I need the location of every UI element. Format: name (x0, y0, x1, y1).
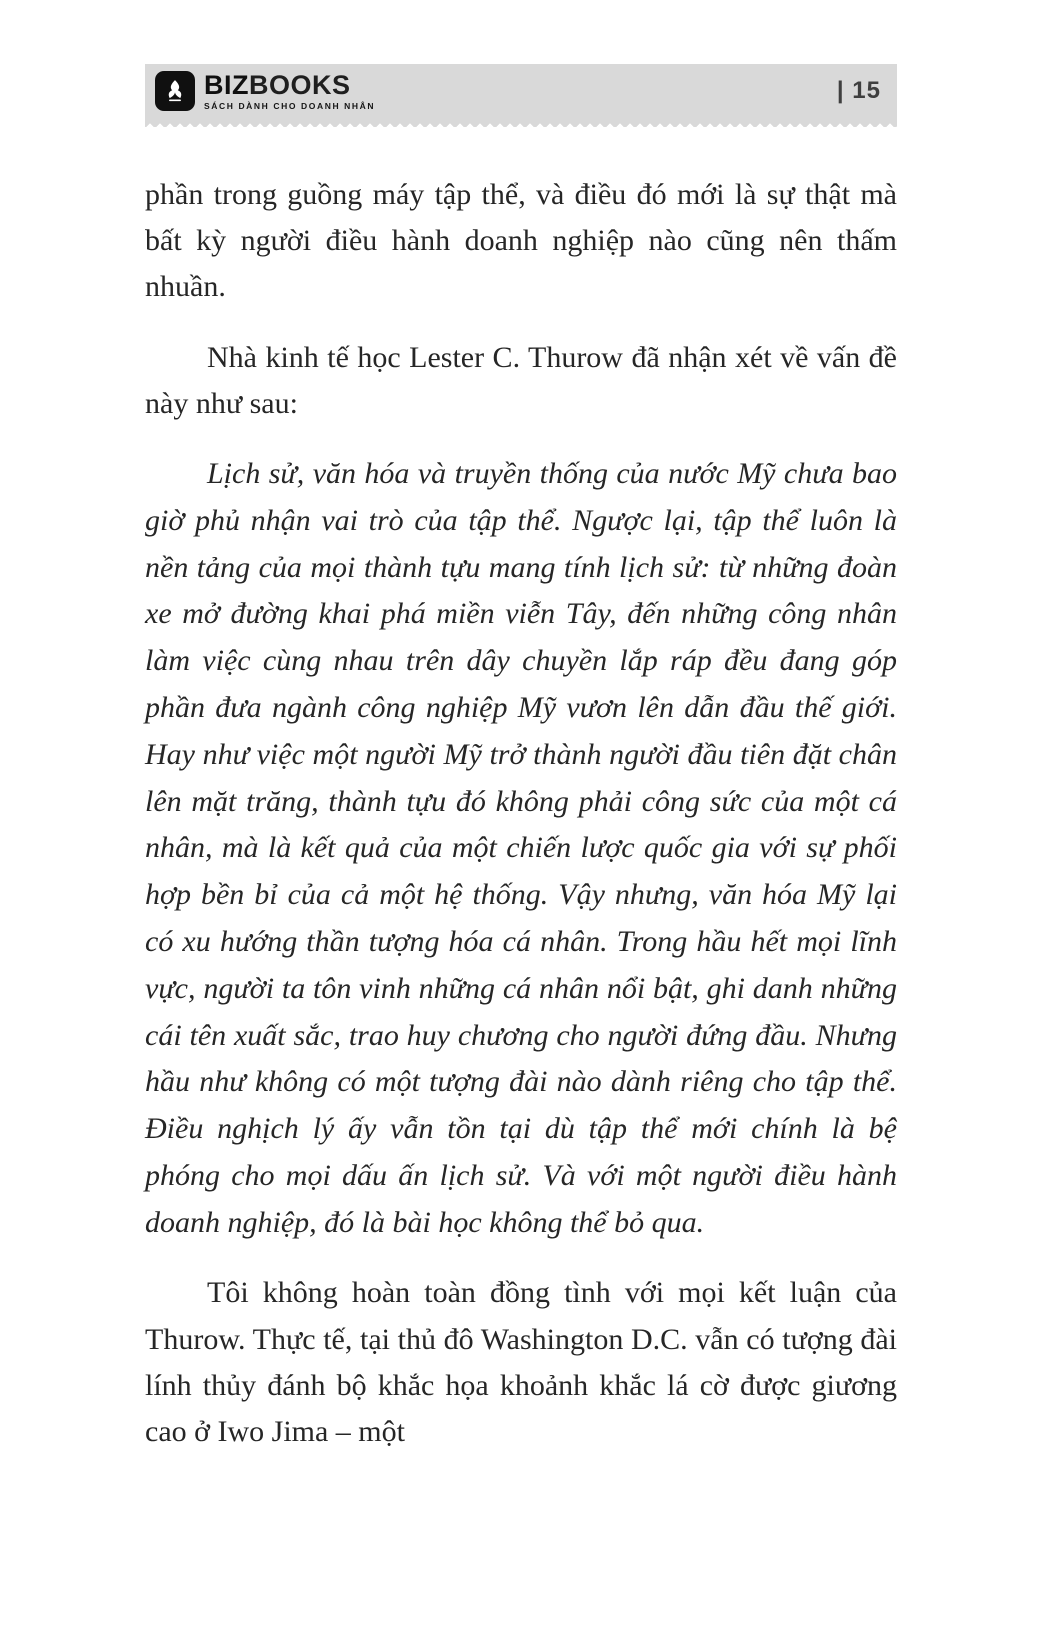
brand-name (204, 69, 375, 100)
bizbooks-logo (155, 71, 375, 111)
body-text (145, 172, 897, 1455)
paragraph-intro: Nhà kinh tế học Lester C. Thurow đã nhận xét về vấn đề này như sau: (145, 340, 897, 420)
page-header (145, 64, 897, 120)
brand-books: BOOKS (249, 69, 351, 100)
brand-biz: BIZ (204, 69, 249, 100)
paragraph-continuation: phần trong guồng máy tập thể, và điều đó mới là sự thật mà bất kỳ người điều hành doanh nghiệp nào cũng nên thấm nhuần. (145, 178, 897, 304)
bizbooks-logo-icon (155, 71, 195, 111)
paragraph-commentary: Tôi không hoàn toàn đồng tình với mọi kết luận của Thurow. Thực tế, tại thủ đô Washington D.C. vẫn có tượng đài lính thủy đánh bộ khắc họa khoảnh khắc lá cờ được giương cao ở Iwo Jima – một (145, 1276, 897, 1449)
brand-tagline: SÁCH DÀNH CHO DOANH NHÂN (204, 100, 376, 111)
bizbooks-logo-text (204, 69, 376, 111)
paragraph-quote: Lịch sử, văn hóa và truyền thống của nước Mỹ chưa bao giờ phủ nhận vai trò của tập thể. Ngược lại, tập thể luôn là nền tảng của mọi thành tựu mang tính lịch sử: từ những đoàn xe mở đường khai phá miền viễn Tây, đến những công nhân làm việc cùng nhau trên dây chuyền lắp ráp đều đang góp phần đưa ngành công nghiệp Mỹ vươn lên dẫn đầu thế giới. Hay như việc một người Mỹ trở thành người đầu tiên đặt chân lên mặt trăng, thành tựu đó không phải công sức của một cá nhân, mà là kết quả của một chiến lược quốc gia với sự phối hợp bền bỉ của cả một hệ thống. Vậy nhưng, văn hóa Mỹ lại có xu hướng thần tượng hóa cá nhân. Trong hầu hết mọi lĩnh vực, người ta tôn vinh những cá nhân nổi bật, ghi danh những cái tên xuất sắc, trao huy chương cho người đứng đầu. Nhưng hầu như không có một tượng đài nào dành riêng cho tập thể. Điều nghịch lý ấy vẫn tồn tại dù tập thể mới chính là bệ phóng cho mọi dấu ấn lịch sử. Và với một người điều hành doanh nghiệp, đó là bài học không thể bỏ qua. (145, 456, 897, 1239)
page-number: | 15 (836, 77, 881, 104)
